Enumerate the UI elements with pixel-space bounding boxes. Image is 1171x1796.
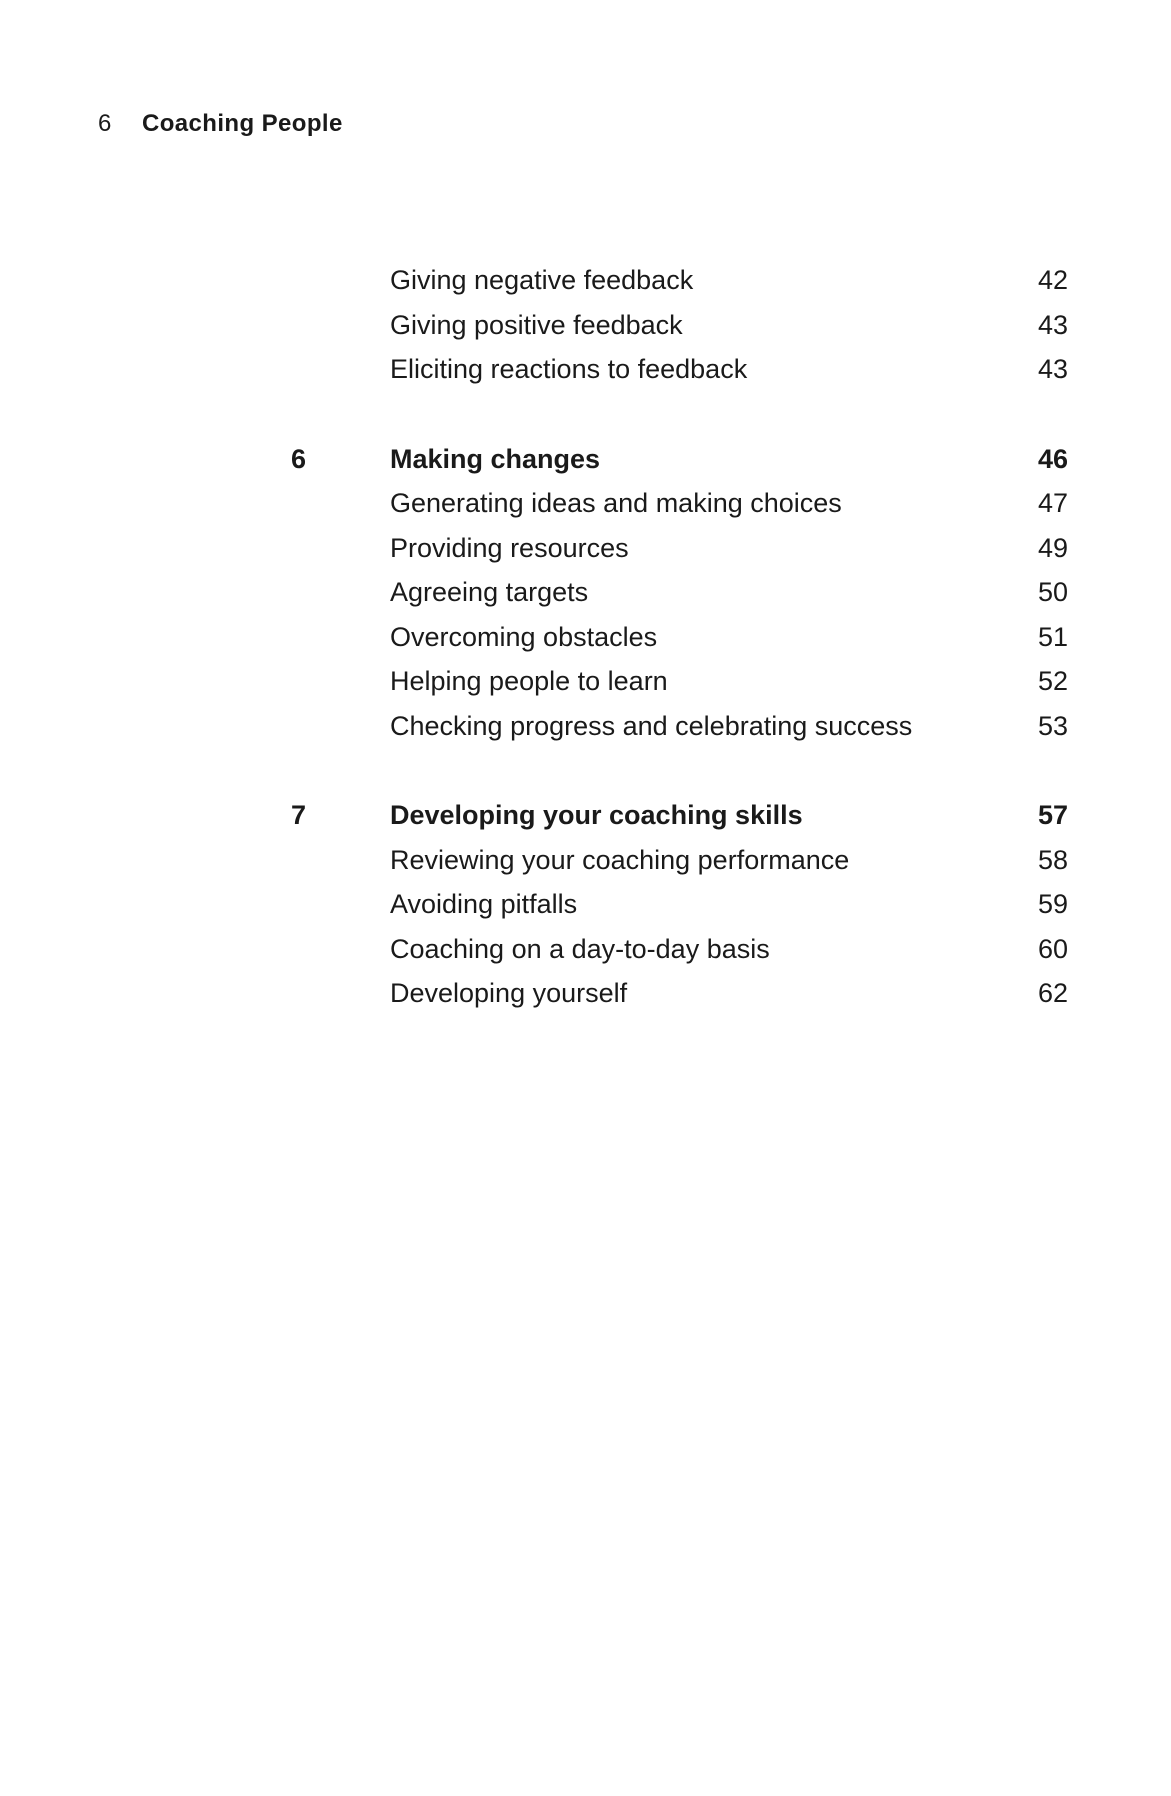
toc-section-title: Eliciting reactions to feedback xyxy=(390,354,748,384)
toc-section-title: Agreeing targets xyxy=(390,577,589,607)
toc-section-page: 43 xyxy=(1037,354,1068,384)
toc-section-page: 49 xyxy=(1037,532,1068,563)
toc-section-title: Helping people to learn xyxy=(390,666,668,696)
toc-section-page: 53 xyxy=(1037,710,1068,741)
toc-section-title: Overcoming obstacles xyxy=(390,621,658,652)
chapter-number: 7 xyxy=(291,800,307,830)
chapter-number: 6 xyxy=(291,443,307,474)
toc-section-page: 62 xyxy=(1037,978,1068,1008)
toc-section[interactable] xyxy=(342,526,1068,571)
toc-section-title: Avoiding pitfalls xyxy=(390,889,578,919)
toc-section-title: Reviewing your coaching performance xyxy=(390,844,850,875)
toc-section-title: Coaching on a day-to-day basis xyxy=(390,933,770,964)
toc-section[interactable] xyxy=(342,615,1068,660)
toc-section-title: Generating ideas and making choices xyxy=(390,488,842,518)
toc-section[interactable] xyxy=(342,971,1068,1016)
chapter-page: 57 xyxy=(1037,800,1068,830)
toc-section[interactable] xyxy=(342,704,1068,749)
toc-section-page: 58 xyxy=(1037,844,1068,875)
toc-section-page: 52 xyxy=(1037,666,1068,696)
toc-section-title: Providing resources xyxy=(390,532,629,563)
chapter-title: Making changes xyxy=(390,443,601,474)
toc-section[interactable] xyxy=(342,258,1068,303)
toc-section[interactable] xyxy=(342,927,1068,972)
chapter-page: 46 xyxy=(1037,443,1068,474)
table-of-contents xyxy=(291,258,1068,1016)
toc-section[interactable] xyxy=(342,838,1068,883)
toc-section-title: Checking progress and celebrating success xyxy=(390,710,913,741)
page-number: 6 xyxy=(98,110,112,137)
toc-section-title: Developing yourself xyxy=(390,978,628,1008)
chapter-title: Developing your coaching skills xyxy=(390,800,803,830)
running-head xyxy=(98,108,343,140)
toc-section[interactable] xyxy=(342,303,1068,348)
toc-section[interactable] xyxy=(342,882,1068,927)
toc-section-page: 43 xyxy=(1037,309,1068,340)
toc-chapter-7[interactable] xyxy=(291,793,1068,838)
toc-section[interactable] xyxy=(342,347,1068,392)
toc-section[interactable] xyxy=(342,659,1068,704)
toc-chapter-6[interactable] xyxy=(291,437,1068,482)
toc-section-page: 51 xyxy=(1037,621,1068,652)
toc-section-page: 50 xyxy=(1037,577,1068,607)
toc-section-page: 59 xyxy=(1037,889,1068,919)
toc-section-page: 47 xyxy=(1037,488,1068,518)
toc-spacer xyxy=(342,392,1068,437)
toc-section[interactable] xyxy=(342,570,1068,615)
toc-section-title: Giving negative feedback xyxy=(390,265,694,295)
toc-section-page: 60 xyxy=(1037,933,1068,964)
toc-section-page: 42 xyxy=(1037,265,1068,295)
toc-spacer xyxy=(342,748,1068,793)
toc-section[interactable] xyxy=(342,481,1068,526)
book-title: Coaching People xyxy=(142,110,343,137)
toc-section-title: Giving positive feedback xyxy=(390,309,683,340)
